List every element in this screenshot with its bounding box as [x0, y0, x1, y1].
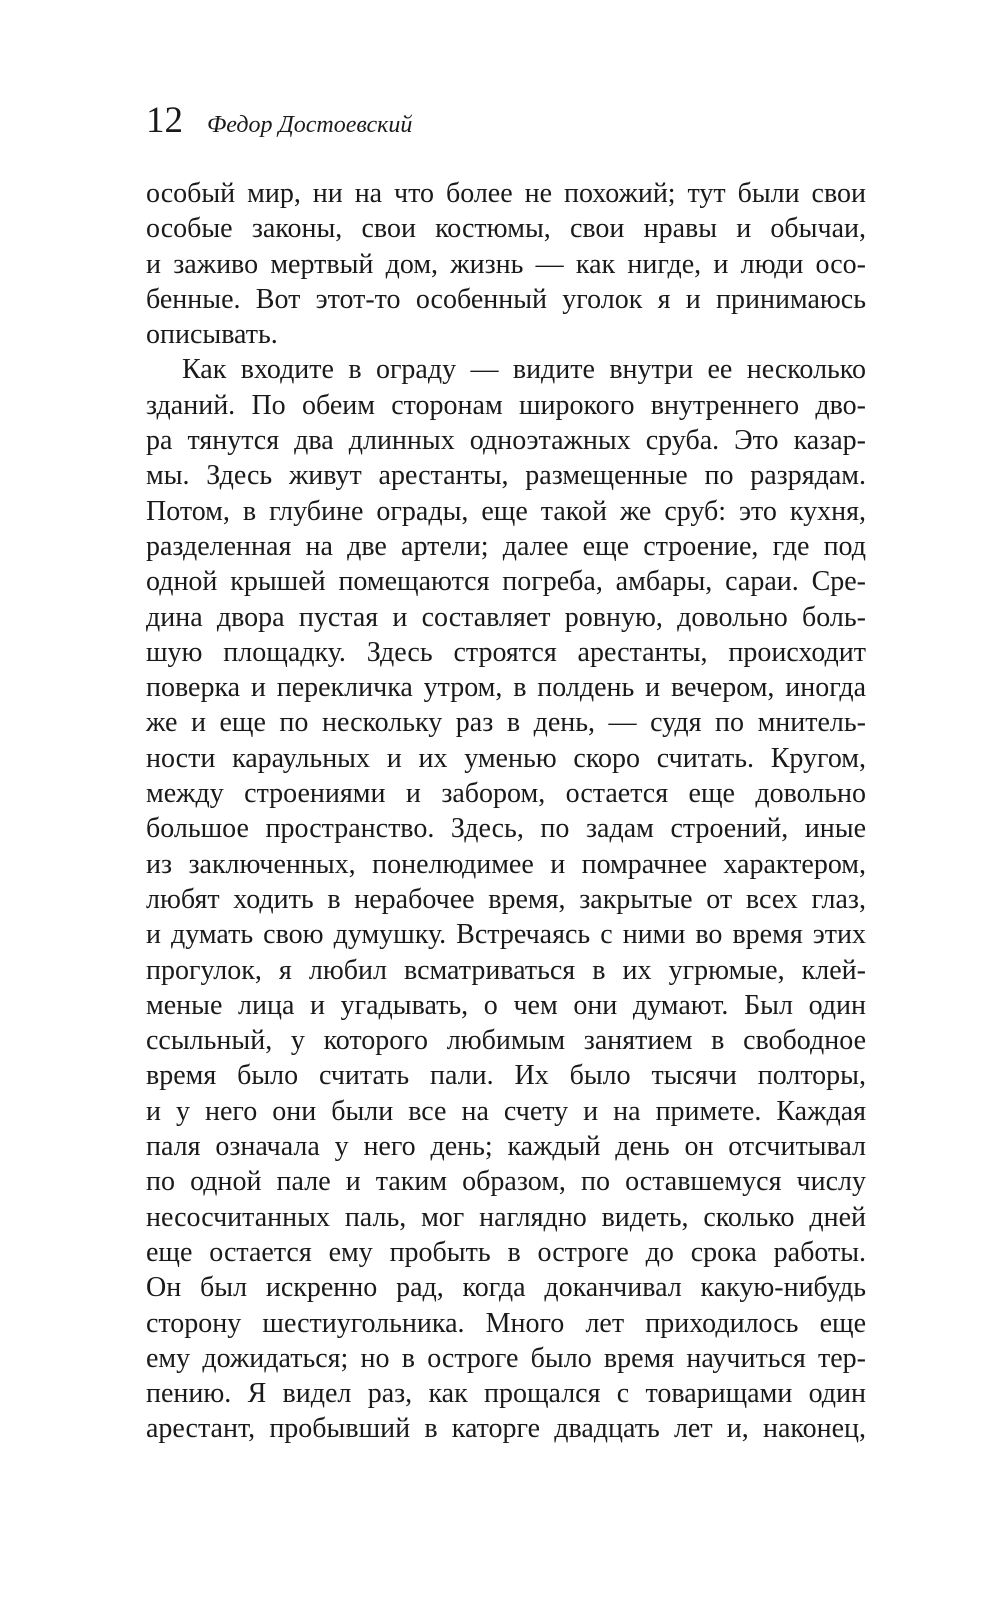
text-line: Как входите в ограду — видите внутри ее несколько: [182, 354, 866, 386]
text-line: Потом, в глубине ограды, еще такой же сруб: это кухня,: [146, 495, 866, 527]
text-line: дина двора пустая и составляет ровную, довольно боль-: [146, 601, 866, 633]
text-line: же и еще по нескольку раз в день, — судя по мнитель-: [146, 707, 866, 739]
text-line: разделенная на две артели; далее еще строение, где под: [146, 530, 866, 562]
text-line: ности караульных и их уменью скоро считать. Кругом,: [146, 742, 866, 774]
text-line: время было считать пали. Их было тысячи полторы,: [146, 1060, 866, 1092]
running-head: [146, 96, 412, 146]
text-line: Он был искренно рад, когда доканчивал какую-нибудь: [146, 1272, 866, 1304]
body-text: [146, 176, 866, 1447]
text-line: описывать.: [146, 319, 278, 351]
text-line: любят ходить в нерабочее время, закрытые от всех глаз,: [146, 883, 866, 915]
text-line: несосчитанных паль, мог наглядно видеть, сколько дней: [146, 1201, 866, 1233]
text-line: арестант, пробывший в каторге двадцать лет и, наконец,: [146, 1413, 866, 1445]
text-line: большое пространство. Здесь, по задам строений, иные: [146, 813, 866, 845]
text-line: паля означала у него день; каждый день он отсчитывал: [146, 1131, 866, 1163]
text-line: по одной пале и таким образом, по оставшемуся числу: [146, 1166, 866, 1198]
text-line: ссыльный, у которого любимым занятием в свободное: [146, 1025, 866, 1057]
text-line: меные лица и угадывать, о чем они думают. Был один: [146, 989, 866, 1021]
text-line: и у него они были все на счету и на примете. Каждая: [146, 1095, 866, 1127]
text-line: и думать свою думушку. Встречаясь с ними во время этих: [146, 919, 866, 951]
text-line: ра тянутся два длинных одноэтажных сруба. Это казар-: [146, 425, 866, 457]
text-line: особые законы, свои костюмы, свои нравы и обычаи,: [146, 213, 866, 245]
text-line: сторону шестиугольника. Много лет приходилось еще: [146, 1307, 866, 1339]
paragraph: [146, 352, 866, 1446]
text-line: особый мир, ни на что более не похожий; тут были свои: [146, 178, 866, 209]
author-name: Федор Достоевский: [207, 112, 413, 138]
text-line: из заключенных, понелюдимее и помрачнее характером,: [146, 848, 866, 880]
text-line: пению. Я видел раз, как прощался с товарищами один: [146, 1378, 866, 1410]
text-line: шую площадку. Здесь строятся арестанты, происходит: [146, 636, 866, 668]
text-line: одной крышей помещаются погреба, амбары, сараи. Сре-: [146, 566, 866, 598]
page-number: 12: [146, 100, 183, 141]
text-line: зданий. По обеим сторонам широкого внутреннего дво-: [146, 389, 866, 421]
text-line: мы. Здесь живут арестанты, размещенные по разрядам.: [146, 460, 866, 492]
text-line: и заживо мертвый дом, жизнь — как нигде, и люди осо-: [146, 248, 866, 280]
text-line: прогулок, я любил всматриваться в их угрюмые, клей-: [146, 954, 866, 986]
text-line: поверка и перекличка утром, в полдень и вечером, иногда: [146, 672, 866, 704]
text-line: еще остается ему пробыть в остроге до срока работы.: [146, 1236, 866, 1268]
text-line: бенные. Вот этот-то особенный уголок я и принимаюсь: [146, 283, 866, 315]
text-line: между строениями и забором, остается еще довольно: [146, 778, 866, 810]
text-line: ему дожидаться; но в остроге было время научиться тер-: [146, 1342, 866, 1374]
paragraph: [146, 176, 866, 352]
